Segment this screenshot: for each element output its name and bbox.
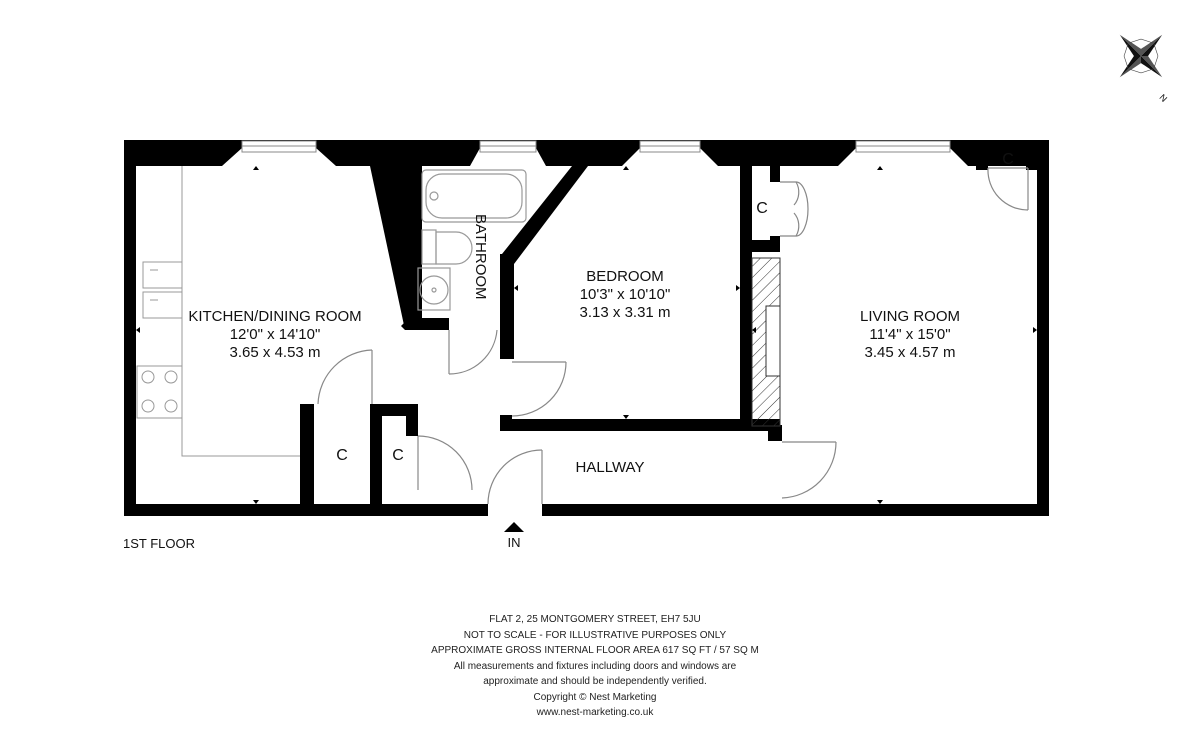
floor-label: 1ST FLOOR (123, 536, 196, 551)
hallway-label: HALLWAY (575, 459, 645, 476)
kitchen-metric: 3.65 x 4.53 m (229, 344, 321, 361)
footer-address: FLAT 2, 25 MONTGOMERY STREET, EH7 5JU (489, 614, 701, 625)
footer-scale-note: NOT TO SCALE - FOR ILLUSTRATIVE PURPOSES ONLY (463, 629, 727, 641)
bedroom-metric: 3.13 x 3.31 m (579, 304, 671, 321)
chimney-breast (752, 258, 780, 426)
kitchen-name: KITCHEN/DINING ROOM (188, 308, 362, 325)
cupboard-label-living-right: C (1002, 151, 1014, 168)
living-room-metric: 3.45 x 4.57 m (864, 344, 956, 361)
footer-floor-area: APPROXIMATE GROSS INTERNAL FLOOR AREA 617 SQ FT / 57 SQ M (431, 645, 759, 656)
cupboard-label-kitchen-left: C (336, 447, 348, 464)
north-label: N (1157, 92, 1170, 104)
footer-copyright: Copyright © Nest Marketing (533, 691, 657, 703)
cupboard-label-living-left: C (756, 200, 768, 217)
bedroom-label (540, 268, 710, 322)
bedroom-imperial: 10'3" x 10'10" (579, 286, 671, 303)
living-room-name: LIVING ROOM (859, 308, 960, 325)
footer-disclaimer (395, 612, 795, 721)
bathroom-label: BATHROOM (472, 214, 489, 300)
compass-rose-icon (1099, 14, 1184, 99)
footer-verification-note: approximate and should be independently verified. (483, 676, 707, 687)
entrance-arrow (504, 522, 524, 532)
living-room-label (830, 308, 990, 362)
footer-website: www.nest-marketing.co.uk (536, 707, 654, 718)
bedroom-name: BEDROOM (586, 268, 664, 285)
kitchen-label (170, 308, 380, 362)
kitchen-imperial: 12'0" x 14'10" (229, 326, 321, 343)
cupboard-label-kitchen-right: C (392, 447, 404, 464)
footer-measurement-note: All measurements and fixtures including doors and windows are (453, 660, 737, 672)
living-room-imperial: 11'4" x 15'0" (869, 326, 951, 343)
entrance-label: IN (507, 535, 521, 550)
